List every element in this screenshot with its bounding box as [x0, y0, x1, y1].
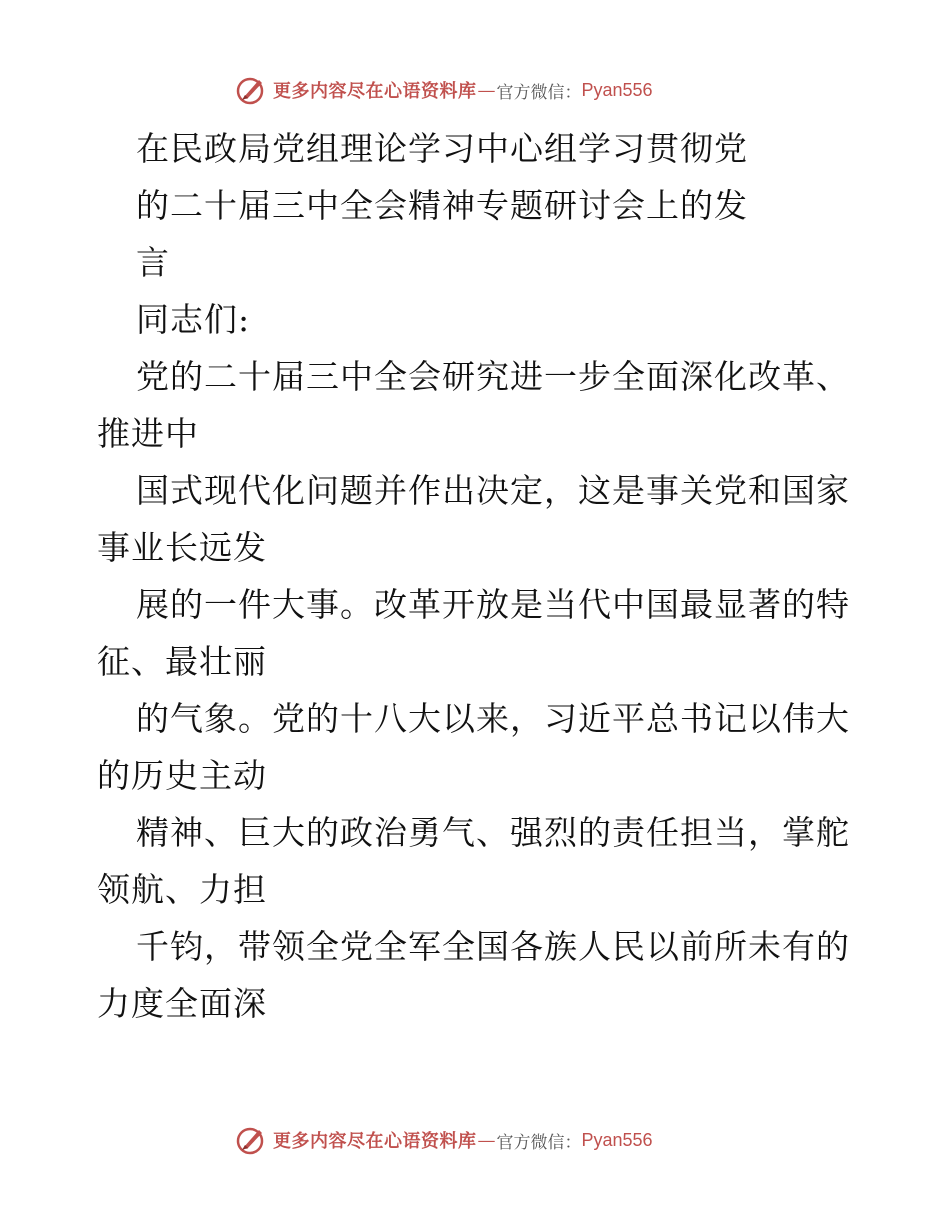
document-body — [97, 120, 857, 1032]
wechat-id: Pyan556 — [581, 1129, 653, 1150]
banner-text: 更多内容尽在心语资料库 — [273, 81, 477, 102]
banner-text: 更多内容尽在心语资料库 — [273, 1131, 477, 1152]
body-line: 领航、力担 — [97, 870, 267, 909]
body-line: 党的二十届三中全会研究进一步全面深化改革、 — [136, 357, 850, 396]
wechat-label: 官方微信： — [496, 1132, 582, 1153]
body-line: 国式现代化问题并作出决定，这是事关党和国家 — [136, 471, 850, 510]
title-line-1: 在民政局党组理论学习中心组学习贯彻党 — [136, 129, 748, 168]
footer-banner — [235, 1123, 715, 1157]
header-banner — [235, 73, 715, 107]
body-line: 千钧，带领全党全军全国各族人民以前所未有的 — [136, 927, 850, 966]
wechat-label: 官方微信： — [496, 82, 582, 103]
quill-logo-icon — [235, 74, 267, 106]
title-line-3: 言 — [136, 243, 170, 282]
body-line: 展的一件大事。改革开放是当代中国最显著的特 — [136, 585, 850, 624]
body-line: 推进中 — [97, 414, 199, 453]
banner-dash: — — [477, 1129, 496, 1151]
body-line: 征、最壮丽 — [97, 642, 267, 681]
quill-logo-icon — [235, 1124, 267, 1156]
body-line: 力度全面深 — [97, 984, 267, 1023]
body-line: 的历史主动 — [97, 756, 267, 795]
body-line: 精神、巨大的政治勇气、强烈的责任担当，掌舵 — [136, 813, 850, 852]
body-line: 的气象。党的十八大以来，习近平总书记以伟大 — [136, 699, 850, 738]
title-line-2: 的二十届三中全会精神专题研讨会上的发 — [136, 186, 748, 225]
banner-dash: — — [477, 79, 496, 101]
body-line: 事业长远发 — [97, 528, 267, 567]
wechat-id: Pyan556 — [581, 79, 653, 100]
salutation: 同志们: — [136, 300, 251, 339]
